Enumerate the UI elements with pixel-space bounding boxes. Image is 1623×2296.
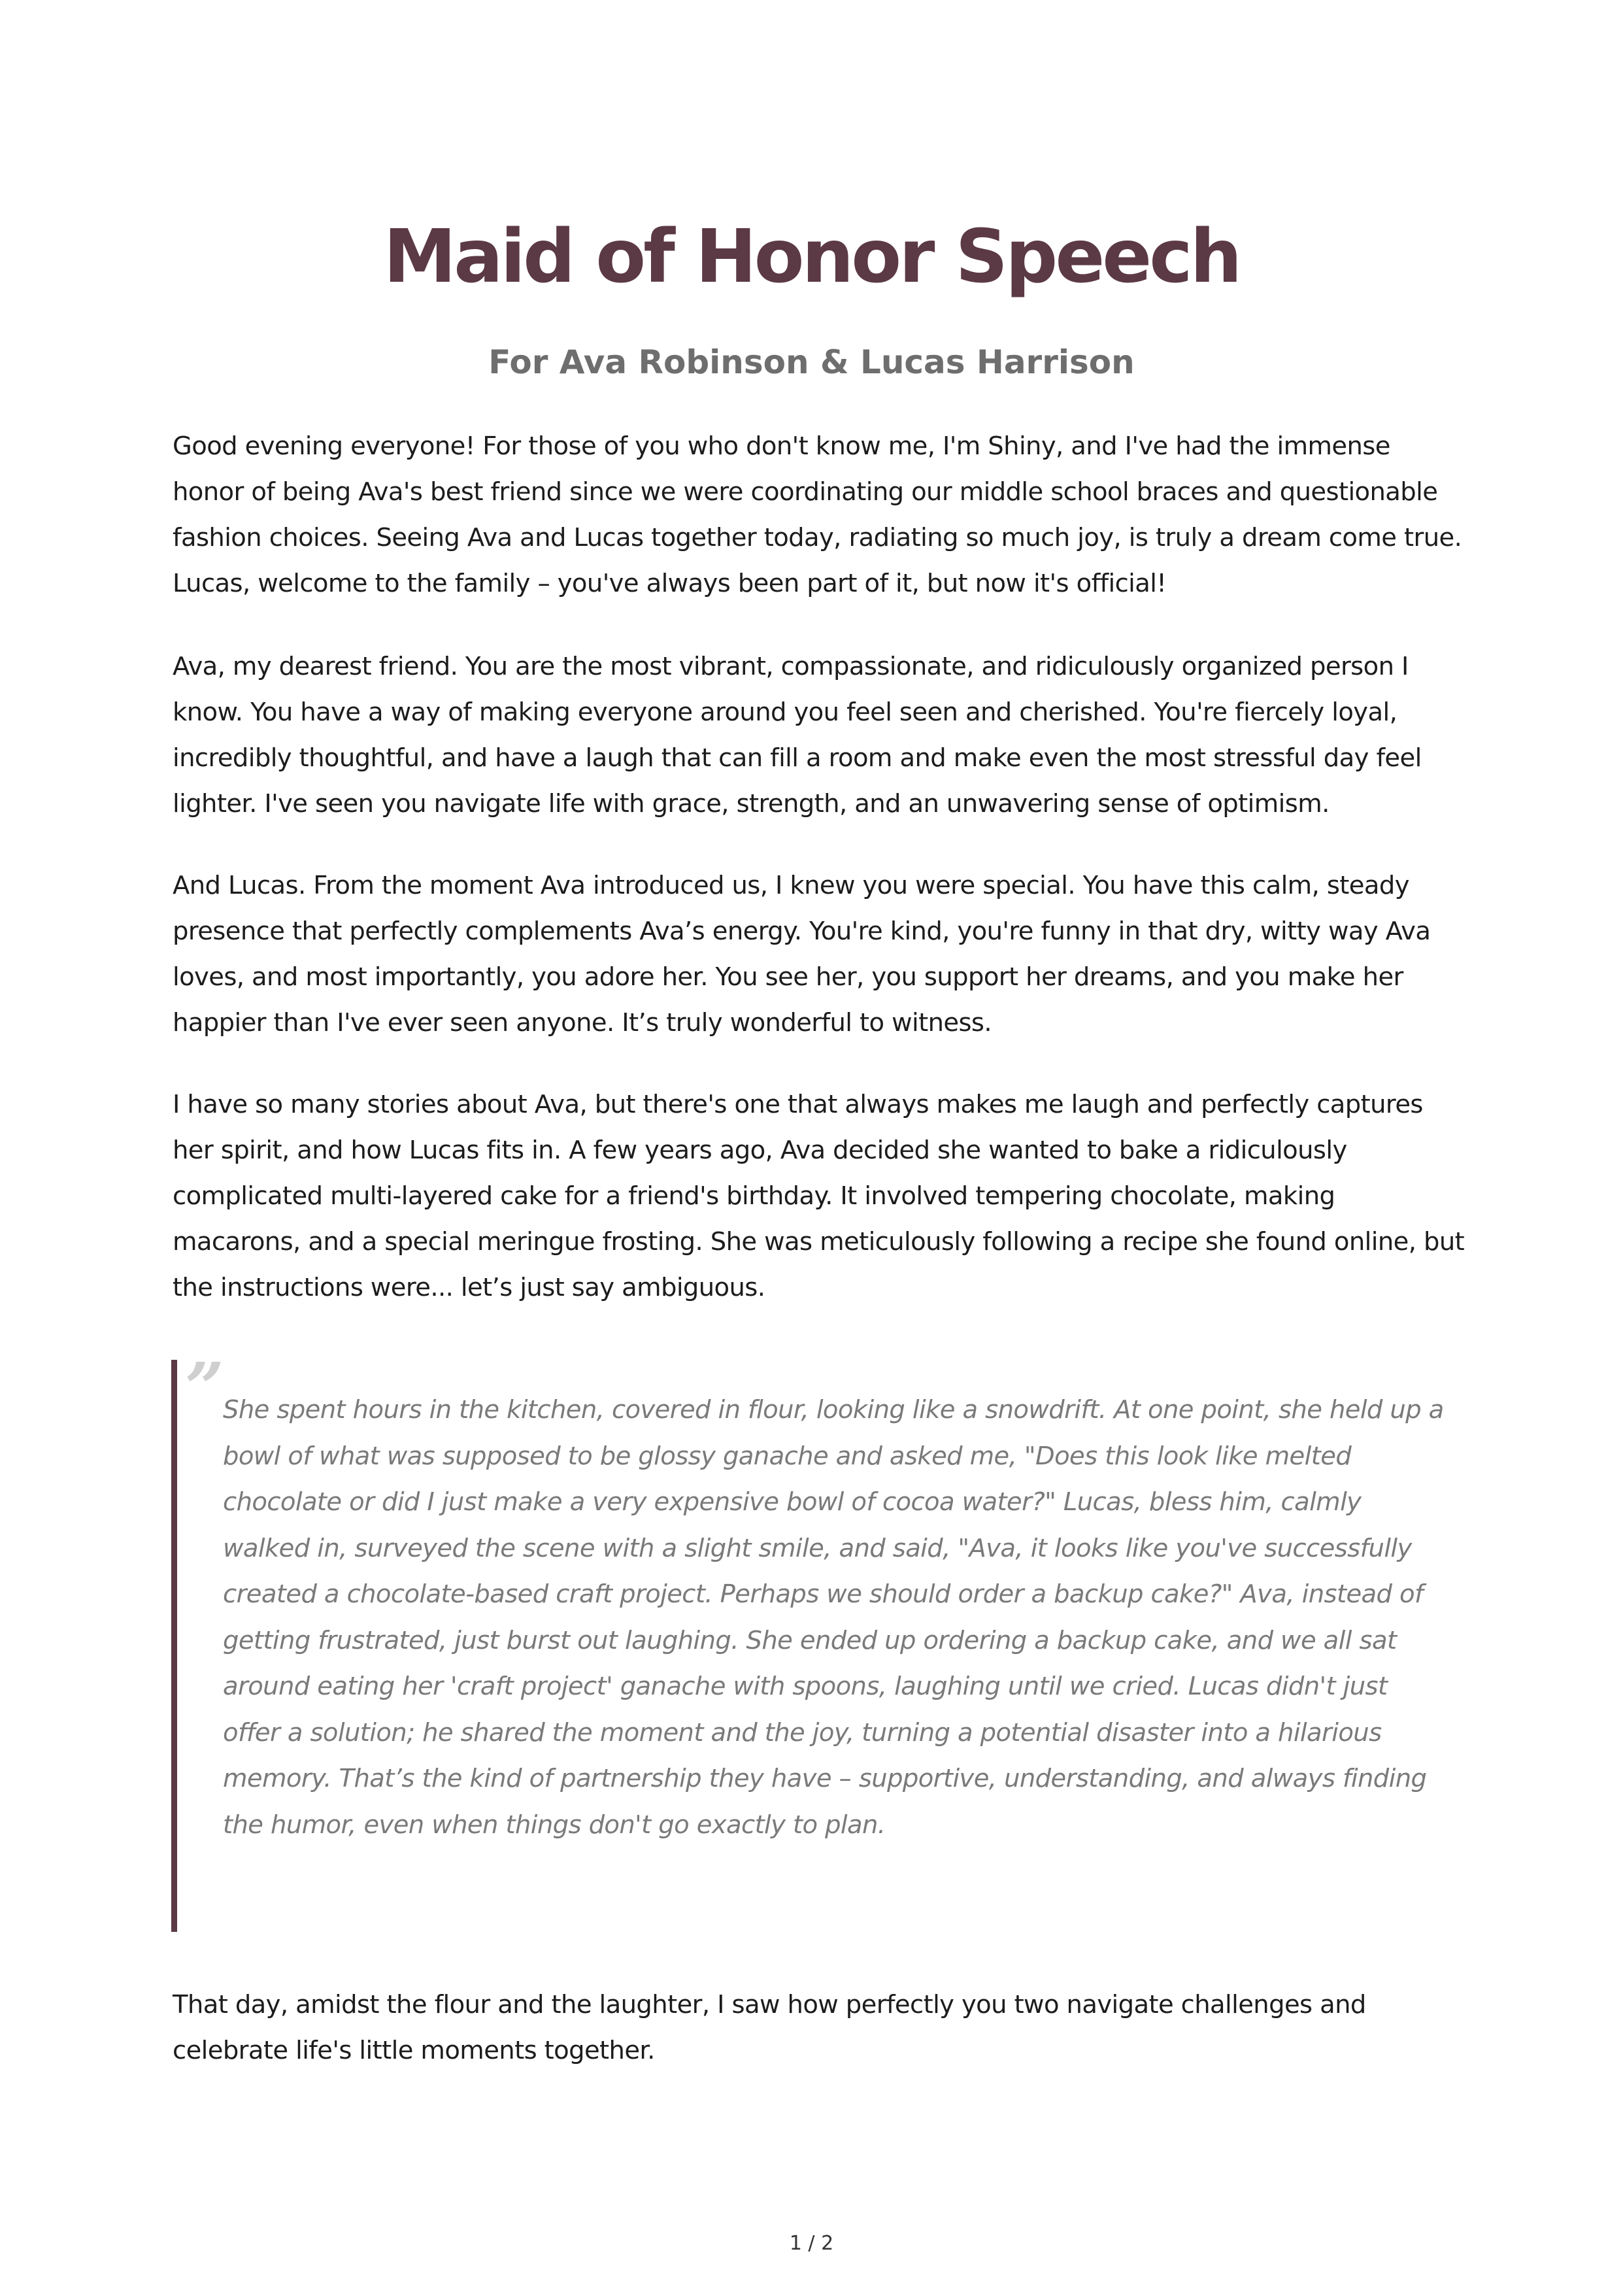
page-number: 1 / 2 — [789, 2232, 834, 2255]
page-subtitle: For Ava Robinson & Lucas Harrison — [488, 343, 1135, 381]
quote-mark-icon: ” — [185, 1347, 224, 1428]
page-title: Maid of Honor Speech — [383, 214, 1240, 299]
blockquote — [171, 1347, 1458, 1932]
paragraph-about-lucas: And Lucas. From the moment Ava introduced us, I knew you were special. You have this calm, steady presence that perfectly complements Ava’s energy. You're kind, you're funny in that dry, witty way Ava loves, and most importantly, you adore her. You see her, you support her dreams, and you make her happier than I've ever seen anyone. It’s truly wonderful to witness. — [173, 871, 1431, 1038]
paragraph-greeting: Good evening everyone! For those of you who don't know me, I'm Shiny, and I've had the immense honor of being Ava's best friend since we were coordinating our middle school braces and questionable fashion choices. Seeing Ava and Lucas together today, radiating so much joy, is truly a dream come true. Lucas, welcome to the family – you've always been part of it, but now it's official! — [173, 431, 1462, 598]
paragraph-closing: That day, amidst the flour and the laughter, I saw how perfectly you two navigate challenges and celebrate life's little moments together. — [173, 1990, 1366, 2065]
paragraph-about-ava: Ava, my dearest friend. You are the most vibrant, compassionate, and ridiculously organized person I know. You have a way of making everyone around you feel seen and cherished. You're fiercely loyal, incredibly thoughtful, and have a laugh that can fill a room and make even the most stressful day feel lighter. I've seen you navigate life with grace, strength, and an unwavering sense of optimism. — [173, 652, 1422, 819]
quote-text: She spent hours in the kitchen, covered in flour, looking like a snowdrift. At one point, she held up a bowl of what was supposed to be glossy ganache and asked me, "Does this look like melted chocolate or did I just make a very expensive bowl of cocoa water?" Lucas, bless him, calmly walked in, surveyed the scene with a slight smile, and said, "Ava, it looks like you've successfully created a chocolate-based craft project. Perhaps we should order a backup cake?" Ava, instead of getting frustrated, just burst out laughing. She ended up ordering a backup cake, and we all sat around eating her 'craft project' ganache with spoons, laughing until we cried. Lucas didn't just offer a solution; he shared the moment and the joy, turning a potential disaster into a hilarious memory. That’s the kind of partnership they have – supportive, understanding, and always finding the humor, even when things don't go exactly to plan. — [223, 1395, 1444, 1840]
paragraph-story-intro: I have so many stories about Ava, but there's one that always makes me laugh and perfectly captures her spirit, and how Lucas fits in. A few years ago, Ava decided she wanted to bake a ridiculously complicated multi-layered cake for a friend's birthday. It involved tempering chocolate, making macarons, and a special meringue frosting. She was meticulously following a recipe she found online, but the instructions were... let’s just say ambiguous. — [173, 1090, 1465, 1302]
